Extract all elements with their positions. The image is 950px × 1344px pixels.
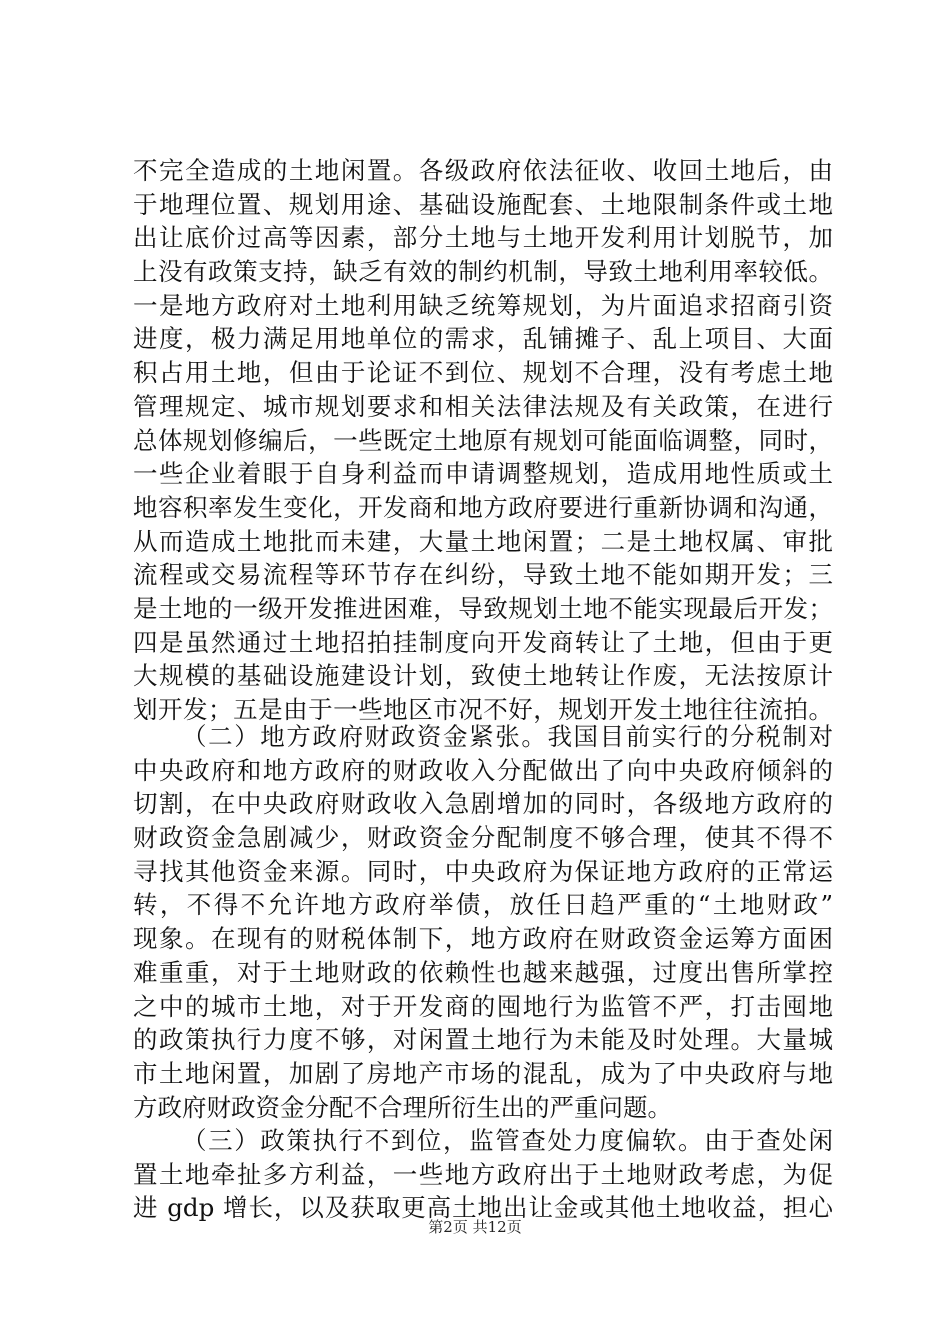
text-line: 一些企业着眼于自身利益而申请调整规划，造成用地性质或土 <box>133 459 833 489</box>
text-line: 市土地闲置，加剧了房地产市场的混乱，成为了中央政府与地 <box>133 1058 833 1088</box>
text-line: 之中的城市土地，对于开发商的囤地行为监管不严，打击囤地 <box>133 991 833 1021</box>
text-line: 方政府财政资金分配不合理所衍生出的严重问题。 <box>133 1092 672 1122</box>
text-line: 从而造成土地批而未建，大量土地闲置；二是土地权属、审批 <box>133 526 833 556</box>
text-line: 上没有政策支持，缺乏有效的制约机制，导致土地利用率较低。 <box>133 257 833 287</box>
text-line: 一是地方政府对土地利用缺乏统筹规划，为片面追求招商引资 <box>133 290 833 320</box>
text-line: 转，不得不允许地方政府举债，放任日趋严重的“土地财政” <box>133 890 833 920</box>
text-line: 出让底价过高等因素，部分土地与土地开发利用计划脱节，加 <box>133 223 833 253</box>
text-line: 的政策执行力度不够，对闲置土地行为未能及时处理。大量城 <box>133 1025 833 1055</box>
text-line: 总体规划修编后，一些既定土地原有规划可能面临调整，同时， <box>133 425 833 455</box>
text-line: 不完全造成的土地闲置。各级政府依法征收、收回土地后，由 <box>133 156 833 185</box>
text-line: 难重重，对于土地财政的依赖性也越来越强，过度出售所掌控 <box>133 957 833 987</box>
text-line: 切割，在中央政府财政收入急剧增加的同时，各级地方政府的 <box>133 789 833 819</box>
text-line: 寻找其他资金来源。同时，中央政府为保证地方政府的正常运 <box>133 856 833 886</box>
text-line: 划开发；五是由于一些地区市况不好，规划开发土地往往流拍。 <box>133 695 833 724</box>
paragraph-2 <box>133 720 833 1124</box>
text-line: 进 gdp 增长，以及获取更高土地出让金或其他土地收益，担心 <box>133 1193 833 1223</box>
text-line: 进度，极力满足用地单位的需求，乱铺摊子、乱上项目、大面 <box>133 324 833 354</box>
text-line: 大规模的基础设施建设计划，致使土地转让作废，无法按原计 <box>133 661 833 691</box>
text-line: 中央政府和地方政府的财政收入分配做出了向中央政府倾斜的 <box>133 755 833 785</box>
text-line: 四是虽然通过土地招拍挂制度向开发商转让了土地，但由于更 <box>133 627 833 657</box>
text-line: 管理规定、城市规划要求和相关法律法规及有关政策，在进行 <box>133 391 833 421</box>
text-line: 于地理位置、规划用途、基础设施配套、土地限制条件或土地 <box>133 189 833 219</box>
page-number-footer: 第2页 共12页 <box>428 1218 522 1236</box>
paragraph-1 <box>133 154 833 727</box>
text-line: 积占用土地，但由于论证不到位、规划不合理，没有考虑土地 <box>133 358 833 388</box>
text-line: 地容积率发生变化，开发商和地方政府要进行重新协调和沟通， <box>133 492 833 522</box>
text-line: （三）政策执行不到位，监管查处力度偏软。由于查处闲 <box>182 1126 833 1155</box>
text-line: 流程或交易流程等环节存在纠纷，导致土地不能如期开发；三 <box>133 560 833 590</box>
text-line: 置土地牵扯多方利益，一些地方政府出于土地财政考虑，为促 <box>133 1159 833 1189</box>
text-line: 财政资金急剧减少，财政资金分配制度不够合理，使其不得不 <box>133 823 833 853</box>
paragraph-3 <box>133 1124 833 1225</box>
text-line: 现象。在现有的财税体制下，地方政府在财政资金运筹方面困 <box>133 924 833 954</box>
text-line: （二）地方政府财政资金紧张。我国目前实行的分税制对 <box>182 722 833 751</box>
text-line: 是土地的一级开发推进困难，导致规划土地不能实现最后开发； <box>133 593 833 623</box>
